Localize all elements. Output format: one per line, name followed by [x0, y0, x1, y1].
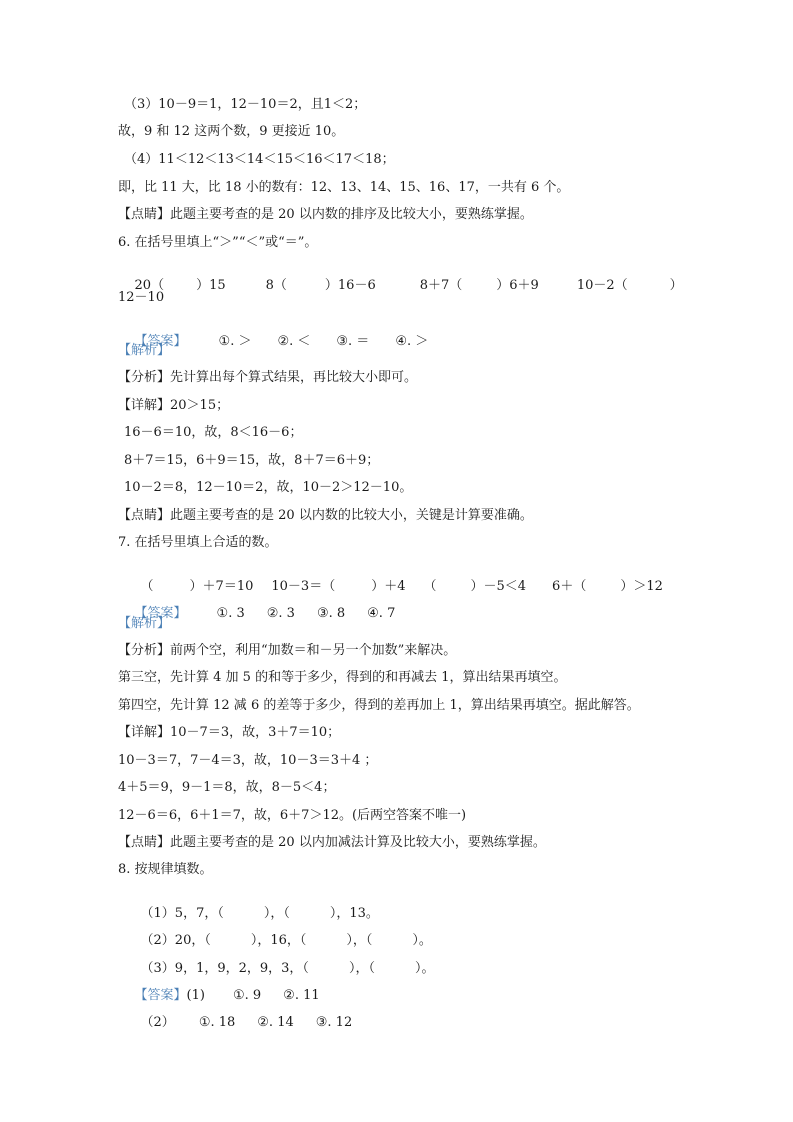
q8-text: （1）5，7，（ [140, 906, 224, 921]
solution-line: （3）10－9＝1，12－10＝2，且1＜2； [124, 97, 367, 112]
analysis-label: 【解析】 [118, 343, 171, 358]
detail-line: 10－2＝8，12－10＝2，故，10－2＞12－10。 [124, 480, 413, 495]
tip-label: 【点睛】 [118, 835, 171, 850]
answer-item: ②. 3 [266, 606, 295, 621]
q8-text: ），13。 [329, 906, 379, 921]
q6-item: 8＋7（ [419, 278, 463, 293]
solution-line: 即，比 11 大，比 18 小的数有：12、13、14、15、16、17，一共有 6 个。 [118, 180, 570, 195]
detail-label: 【详解】 [118, 398, 171, 413]
answer-item: ①. 18 [198, 1015, 236, 1030]
answer-item: ②. 11 [283, 988, 320, 1003]
fenxi-label: 【分析】 [118, 643, 171, 658]
q8-text: （2）20，（ [140, 933, 211, 948]
q8-text: ）。 [414, 961, 435, 976]
q7-item: 6＋（ [552, 579, 587, 594]
tip-text: 此题主要考查的是 20 以内加减法计算及比较大小，要熟练掌握。 [170, 835, 546, 850]
answer-item: ②. 14 [257, 1015, 294, 1030]
q7-item: （ [423, 579, 437, 594]
tip-text: 此题主要考查的是 20 以内数的排序及比较大小，要熟练掌握。 [170, 207, 533, 222]
q7-item: 10－3＝（ [271, 579, 336, 594]
q7-item: ）＞12 [620, 579, 663, 594]
answer-item: ③. 8 [316, 606, 346, 621]
answer-label: 【答案】 [134, 606, 187, 621]
fenxi-line [118, 643, 456, 659]
fenxi-line [118, 370, 417, 386]
fenxi-text: 先计算出每个算式结果，再比较大小即可。 [170, 370, 418, 385]
detail-line: 4＋5＝9，9－1＝8，故，8－5＜4； [118, 780, 336, 795]
detail-text: 20＞15； [170, 398, 230, 413]
q6-item: ）15 [196, 278, 226, 293]
fenxi-label: 【分析】 [118, 370, 171, 385]
answer-item: ①. 3 [216, 606, 245, 621]
detail-label: 【详解】 [118, 725, 171, 740]
answer-item: ②. ＜ [277, 334, 311, 349]
question-6-wrap: 12－10 [118, 290, 165, 305]
q8-text: ）。 [412, 933, 432, 948]
q6-item: ）6＋9 [496, 278, 539, 293]
q8-text: （3）9，1，9，2，9，3，（ [140, 961, 309, 976]
q6-item: 20（ [134, 278, 165, 293]
answer-label: 【答案】 [134, 334, 187, 349]
q8-text: ），（ [263, 906, 290, 921]
fenxi-line: 第三空，先计算 4 加 5 的和等于多少，得到的和再减去 1，算出结果再填空。 [118, 670, 567, 685]
q7-item: ）＋4 [371, 579, 406, 594]
analysis-label: 【解析】 [118, 616, 171, 631]
answer-prefix: (1) [186, 988, 205, 1003]
answer-item: ④. ＞ [395, 334, 429, 349]
q8-text: ），（ [346, 933, 373, 948]
q7-item: ）＋7＝10 [189, 579, 254, 594]
q7-item: ）－5＜4 [470, 579, 527, 594]
q8-text: ），（ [348, 961, 375, 976]
answer-item: ③. ＝ [336, 334, 370, 349]
tip-line [118, 207, 533, 223]
answer-item: ③. 12 [315, 1015, 353, 1030]
detail-text: 10－7＝3，故，3＋7＝10； [170, 725, 341, 740]
detail-line: 12－6＝6，6＋1＝7，故，6＋7＞12。(后两空答案不唯一) [118, 808, 467, 823]
detail-line [118, 725, 340, 741]
tip-line [118, 835, 546, 851]
answer-item: ①. 9 [232, 988, 262, 1003]
answer-prefix: （2） [140, 1015, 175, 1030]
answer-label: 【答案】 [134, 988, 187, 1003]
detail-line: 10－3＝7，7－4＝3，故，10－3＝3＋4 ； [118, 753, 378, 768]
answer-item: ①. ＞ [218, 334, 252, 349]
answer-line [124, 999, 352, 1047]
solution-line: 故，9 和 12 这两个数，9 更接近 10。 [118, 124, 345, 139]
solution-line: （4）11＜12＜13＜14＜15＜16＜17＜18； [124, 152, 395, 167]
question-6-items [118, 262, 683, 310]
fenxi-line: 第四空，先计算 12 减 6 的差等于多少，得到的差再加上 1，算出结果再填空。据此解答。 [118, 698, 640, 713]
q8-text: ），16，（ [250, 933, 307, 948]
detail-line [118, 398, 229, 414]
q6-item: ）16－6 [324, 278, 376, 293]
fenxi-text: 前两个空，利用“加数＝和－另一个加数”来解决。 [170, 643, 457, 658]
question-8-title: 8. 按规律填数。 [118, 862, 213, 877]
q6-item: 10－2（ [576, 278, 628, 293]
q6-item: ） [669, 278, 683, 293]
tip-text: 此题主要考查的是 20 以内数的比较大小，关键是计算要准确。 [170, 508, 533, 523]
question-6-title: 6. 在括号里填上“＞”“＜”或“＝”。 [118, 235, 318, 250]
q6-item: 8（ [265, 278, 287, 293]
tip-label: 【点睛】 [118, 508, 171, 523]
detail-line: 16－6＝10，故，8＜16－6； [124, 425, 303, 440]
answer-item: ④. 7 [367, 606, 396, 621]
detail-line: 8＋7＝15，6＋9＝15，故，8＋7＝6＋9； [124, 453, 380, 468]
tip-label: 【点睛】 [118, 207, 171, 222]
question-7-title: 7. 在括号里填上合适的数。 [118, 535, 278, 550]
q7-item: （ [140, 579, 154, 594]
tip-line [118, 508, 533, 524]
